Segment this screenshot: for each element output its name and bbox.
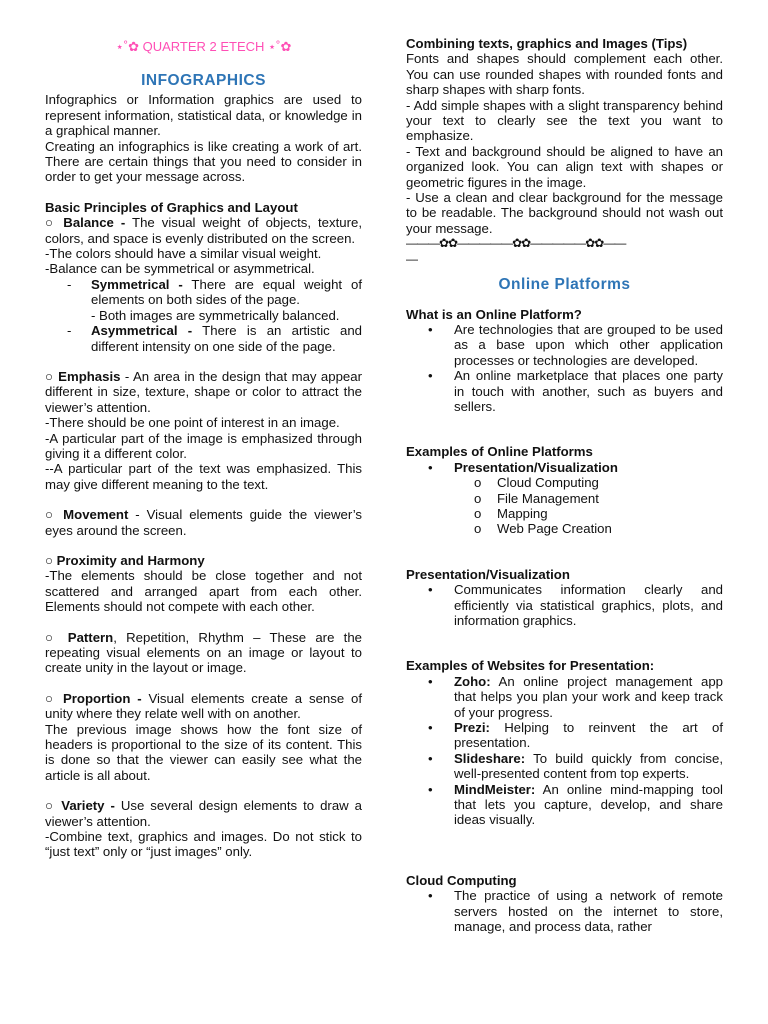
tip-1: Fonts and shapes should complement each other. You can use rounded shapes with rounded fonts and sharp shapes with sharp fonts. bbox=[406, 51, 723, 98]
variety-paragraph bbox=[45, 798, 362, 829]
emphasis-text: - An area in the design that may appear different in size, texture, shape or color to attract the viewer’s attention. bbox=[45, 368, 362, 415]
circle-bullet-icon: o bbox=[474, 521, 482, 537]
bullet-icon: • bbox=[428, 582, 433, 598]
bullet-icon: • bbox=[428, 673, 433, 689]
proximity-label: ○ Proximity and Harmony bbox=[45, 552, 205, 568]
emphasis-note-2: -A particular part of the image is emphasized through giving it a different color. bbox=[45, 430, 362, 461]
proportion-paragraph bbox=[45, 691, 362, 722]
proportion-text: Visual elements create a sense of unity where they relate well with on another. bbox=[45, 690, 362, 722]
quarter-header: ⋆˚✿ QUARTER 2 ETECH ⋆˚✿ bbox=[115, 39, 292, 54]
balance-note-1: -The colors should have a similar visual weight. bbox=[45, 246, 322, 262]
site-desc: An online mind-mapping tool that lets you capture, develop, and share ideas visually. bbox=[454, 781, 723, 828]
sub-list-item: o Mapping bbox=[474, 505, 548, 521]
emphasis-label: ○ Emphasis bbox=[45, 368, 121, 384]
movement-paragraph bbox=[45, 507, 362, 538]
balance-paragraph bbox=[45, 215, 362, 246]
sub-list-item: o Web Page Creation bbox=[474, 521, 612, 537]
balance-text: The visual weight of objects, texture, colors, and space is evenly distributed on the screen. bbox=[45, 215, 362, 246]
emphasis-paragraph bbox=[45, 369, 362, 415]
online-platforms-title: Online Platforms bbox=[498, 276, 631, 294]
what-heading: What is an Online Platform? bbox=[406, 306, 582, 322]
list-item bbox=[426, 751, 723, 782]
emphasis-note-3: --A particular part of the text was emphasized. This may give different meaning to the text. bbox=[45, 461, 362, 492]
site-desc: To build quickly from concise, well-presented content from top experts. bbox=[454, 750, 723, 782]
list-item: • An online marketplace that places one party in touch with another, such as buyers and sellers. bbox=[428, 368, 723, 414]
symmetrical-label: Symmetrical - bbox=[91, 276, 183, 292]
list-item: • Are technologies that are grouped to be used as a base upon which other application processes or technologies are developed. bbox=[428, 321, 723, 368]
list-item: • Presentation/Visualization bbox=[428, 459, 618, 475]
site-name: Prezi: bbox=[454, 720, 490, 736]
circle-bullet-icon: o bbox=[474, 490, 482, 506]
tip-4: - Use a clean and clear background for the message to be readable. The background should not wash out your message. bbox=[406, 190, 723, 236]
bullet-icon: • bbox=[428, 321, 433, 337]
movement-text: - Visual elements guide the viewer’s eyes around the screen. bbox=[45, 507, 362, 538]
dash-marker: - bbox=[67, 323, 72, 339]
intro-paragraph-2: Creating an infographics is like creating a work of art. There are certain things that you need to consider in order to get your message across. bbox=[45, 138, 362, 185]
list-item bbox=[426, 674, 723, 720]
site-name: Zoho: bbox=[454, 673, 491, 689]
tips-heading: Combining texts, graphics and Images (Tips) bbox=[406, 36, 688, 51]
examples-heading: Examples of Online Platforms bbox=[406, 444, 593, 460]
list-item bbox=[426, 782, 723, 828]
pattern-text: , Repetition, Rhythm – These are the repeating visual elements on an image or layout to create unity in the layout or image. bbox=[45, 629, 362, 676]
bullet-icon: • bbox=[428, 459, 433, 475]
right-column bbox=[406, 36, 723, 935]
symmetrical-item bbox=[67, 277, 362, 323]
variety-note: -Combine text, graphics and images. Do not stick to “just text” only or “just images” only. bbox=[45, 829, 362, 860]
tip-2: - Add simple shapes with a slight transparency behind your text to clearly see the text you want to emphasize. bbox=[406, 97, 723, 144]
list-item bbox=[426, 720, 723, 751]
infographics-title: INFOGRAPHICS bbox=[141, 72, 266, 89]
flower-divider: ———✿✿—————✿✿—————✿✿—— bbox=[406, 236, 626, 251]
principles-heading: Basic Principles of Graphics and Layout bbox=[45, 199, 298, 215]
proportion-note: The previous image shows how the font size of headers is proportional to the size of its content. This is done so that the viewer can easily see what the article is all about. bbox=[45, 721, 362, 783]
balance-label: ○ Balance - bbox=[45, 215, 126, 231]
cloud-heading: Cloud Computing bbox=[406, 872, 517, 888]
emphasis-note-1: -There should be one point of interest in an image. bbox=[45, 415, 340, 431]
websites-heading: Examples of Websites for Presentation: bbox=[406, 658, 655, 674]
left-column bbox=[45, 36, 362, 860]
presentation-heading: Presentation/Visualization bbox=[406, 566, 570, 582]
tip-3: - Text and background should be aligned to have an organized look. You can align text with shapes or geometric figures in the image. bbox=[406, 143, 723, 190]
sub-list-item: o File Management bbox=[474, 490, 599, 506]
dash-marker: - bbox=[67, 276, 72, 292]
intro-paragraph-1: Infographics or Information graphics are used to represent information, statistical data, or knowledge in a graphical manner. bbox=[45, 92, 362, 139]
pattern-label: ○ Pattern bbox=[45, 629, 114, 645]
bullet-icon: • bbox=[428, 781, 433, 797]
proportion-label: ○ Proportion - bbox=[45, 690, 142, 706]
bullet-icon: • bbox=[428, 720, 433, 736]
flower-divider-end: — bbox=[406, 251, 417, 266]
bullet-icon: • bbox=[428, 888, 433, 904]
site-name: Slideshare: bbox=[454, 750, 526, 766]
symmetrical-text: There are equal weight of elements on both sides of the page. bbox=[91, 276, 362, 308]
proximity-text: -The elements should be close together and not scattered and arranged apart from each other. Elements should not compete with each other. bbox=[45, 568, 362, 615]
site-desc: An online project management app that helps you plan your work and keep track of your progress. bbox=[454, 673, 723, 720]
symmetrical-note: - Both images are symmetrically balanced. bbox=[91, 307, 340, 323]
circle-bullet-icon: o bbox=[474, 475, 482, 491]
asymmetrical-label: Asymmetrical - bbox=[91, 323, 193, 339]
bullet-icon: • bbox=[428, 750, 433, 766]
balance-note-2: -Balance can be symmetrical or asymmetrical. bbox=[45, 261, 315, 277]
sub-list-item: o Cloud Computing bbox=[474, 475, 599, 491]
asymmetrical-item bbox=[67, 323, 362, 354]
bullet-icon: • bbox=[428, 368, 433, 384]
movement-label: ○ Movement bbox=[45, 507, 129, 523]
site-name: MindMeister: bbox=[454, 781, 536, 797]
site-desc: Helping to reinvent the art of presentation. bbox=[454, 720, 723, 751]
list-item: • The practice of using a network of remote servers hosted on the internet to store, manage, and process data, rather bbox=[428, 888, 723, 935]
pattern-paragraph bbox=[45, 630, 362, 676]
variety-text: Use several design elements to draw a viewer’s attention. bbox=[45, 798, 362, 829]
variety-label: ○ Variety - bbox=[45, 798, 115, 814]
asymmetrical-text: There is an artistic and different intensity on one side of the page. bbox=[91, 323, 362, 354]
list-item: • Communicates information clearly and efficiently via statistical graphics, plots, and information graphics. bbox=[428, 582, 723, 628]
circle-bullet-icon: o bbox=[474, 505, 482, 521]
